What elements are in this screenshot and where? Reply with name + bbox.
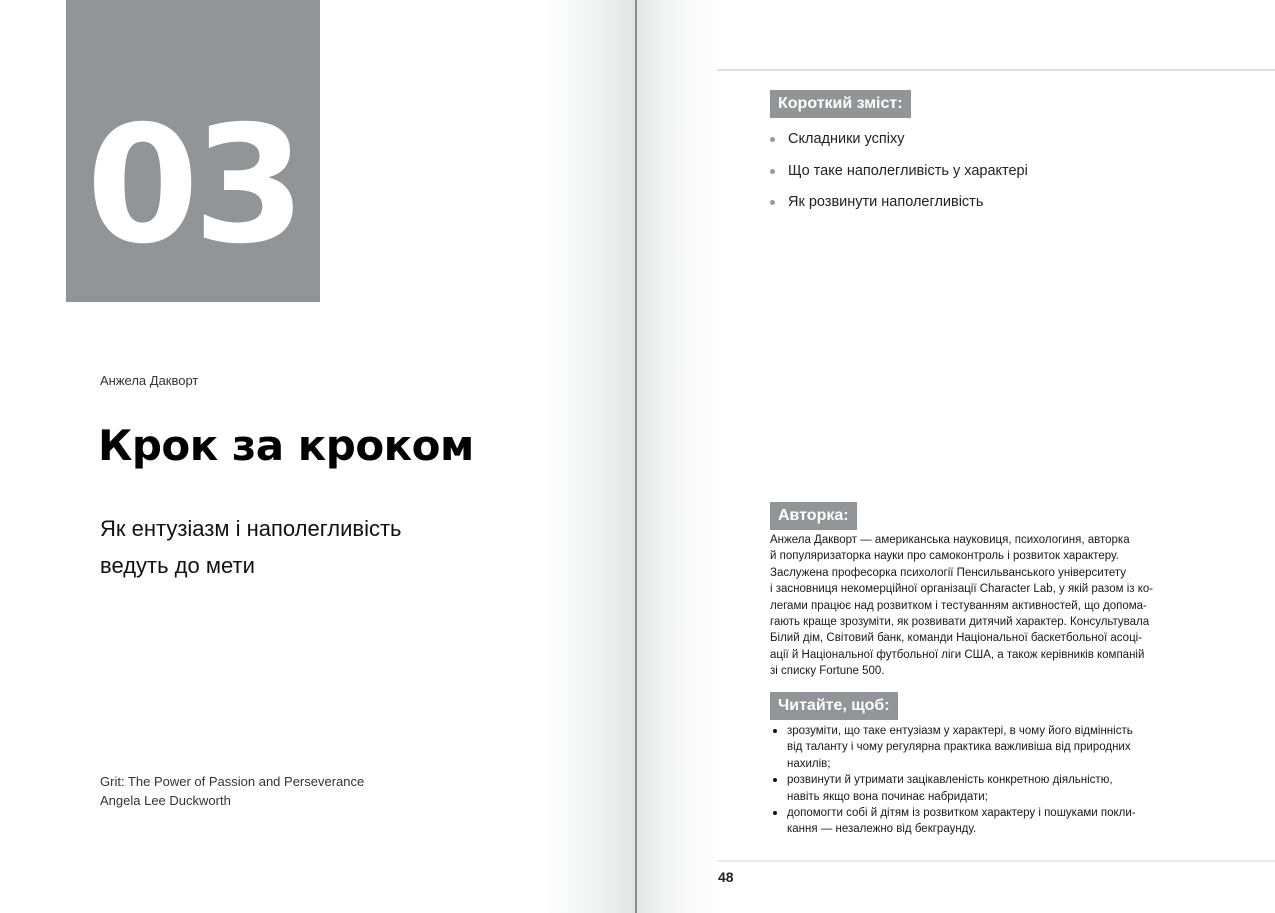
read-to-line: зрозуміти, що таке ентузіазм у характері, в чому його відмінність (787, 725, 1133, 737)
summary-item-text: Як розвинути наполегливість (788, 194, 984, 210)
read-to-item (770, 805, 1190, 838)
chapter-number-block (66, 0, 320, 302)
read-to-line: кання — незалежно від бекграунду. (787, 823, 977, 836)
bio-line: Анжела Дакворт — американська науковиця, психологиня, авторка (770, 534, 1130, 546)
author-bio (770, 532, 1190, 680)
read-to-line: від таланту і чому регулярна практика важливіша від природних (787, 741, 1131, 754)
book-author: Анжела Дакворт (100, 373, 199, 388)
bio-line: зі списку Fortune 500. (770, 665, 885, 678)
read-to-line: допомогти собі й дітям із розвитком характеру і пошуками покли- (787, 807, 1136, 820)
subtitle-line: Як ентузіазм і наполегливість (100, 516, 402, 541)
bio-line: ації й Національної футбольної ліги США, а також керівників компаній (770, 648, 1145, 661)
left-page (0, 0, 637, 913)
bio-line: гають краще зрозуміти, як розвивати дитячий характер. Консультувала (770, 616, 1150, 629)
book-title: Крок за кроком (98, 421, 474, 470)
bio-line: Заслужена професорка психології Пенсильванського університету (770, 566, 1127, 579)
summary-list (770, 129, 1028, 224)
read-to-item (770, 723, 1190, 772)
author-heading: Авторка: (770, 502, 857, 530)
chapter-number: 03 (86, 92, 300, 280)
original-author: Angela Lee Duckworth (100, 793, 231, 808)
bullet-icon (770, 200, 775, 205)
summary-item (770, 192, 1028, 224)
footer-rule (717, 860, 1275, 862)
read-to-item (770, 772, 1190, 805)
read-to-list (770, 723, 1190, 838)
read-to-line: нахилів; (787, 757, 831, 770)
bio-line: й популяризаторка науки про самоконтроль і розвиток характеру. (770, 550, 1119, 563)
book-subtitle (100, 510, 520, 584)
bullet-icon (770, 169, 775, 174)
header-rule (717, 69, 1275, 71)
summary-item-text: Складники успіху (788, 131, 905, 147)
bio-line: і засновниця некомерційної організації Character Lab, у якій разом із ко- (770, 583, 1154, 596)
summary-item (770, 129, 1028, 161)
summary-item-text: Що таке наполегливість у характері (788, 162, 1028, 179)
bio-line: Білий дім, Світовий банк, команди Національної баскетбольної асоці- (770, 632, 1143, 645)
original-title: Grit: The Power of Passion and Perseverance (100, 774, 365, 789)
read-to-heading: Читайте, щоб: (770, 692, 898, 720)
summary-heading: Короткий зміст: (770, 90, 911, 118)
page-number: 48 (718, 869, 734, 885)
bullet-icon (773, 811, 777, 815)
bullet-icon (773, 729, 777, 733)
bio-line: легами працює над розвитком і тестуванням активностей, що допома- (770, 599, 1147, 612)
bullet-icon (770, 137, 775, 142)
subtitle-line: ведуть до мети (100, 553, 255, 578)
bullet-icon (773, 778, 777, 782)
read-to-line: навіть якщо вона починає набридати; (787, 790, 988, 803)
summary-item (770, 161, 1028, 193)
read-to-line: розвинути й утримати зацікавленість конкретною діяльністю, (787, 774, 1113, 787)
